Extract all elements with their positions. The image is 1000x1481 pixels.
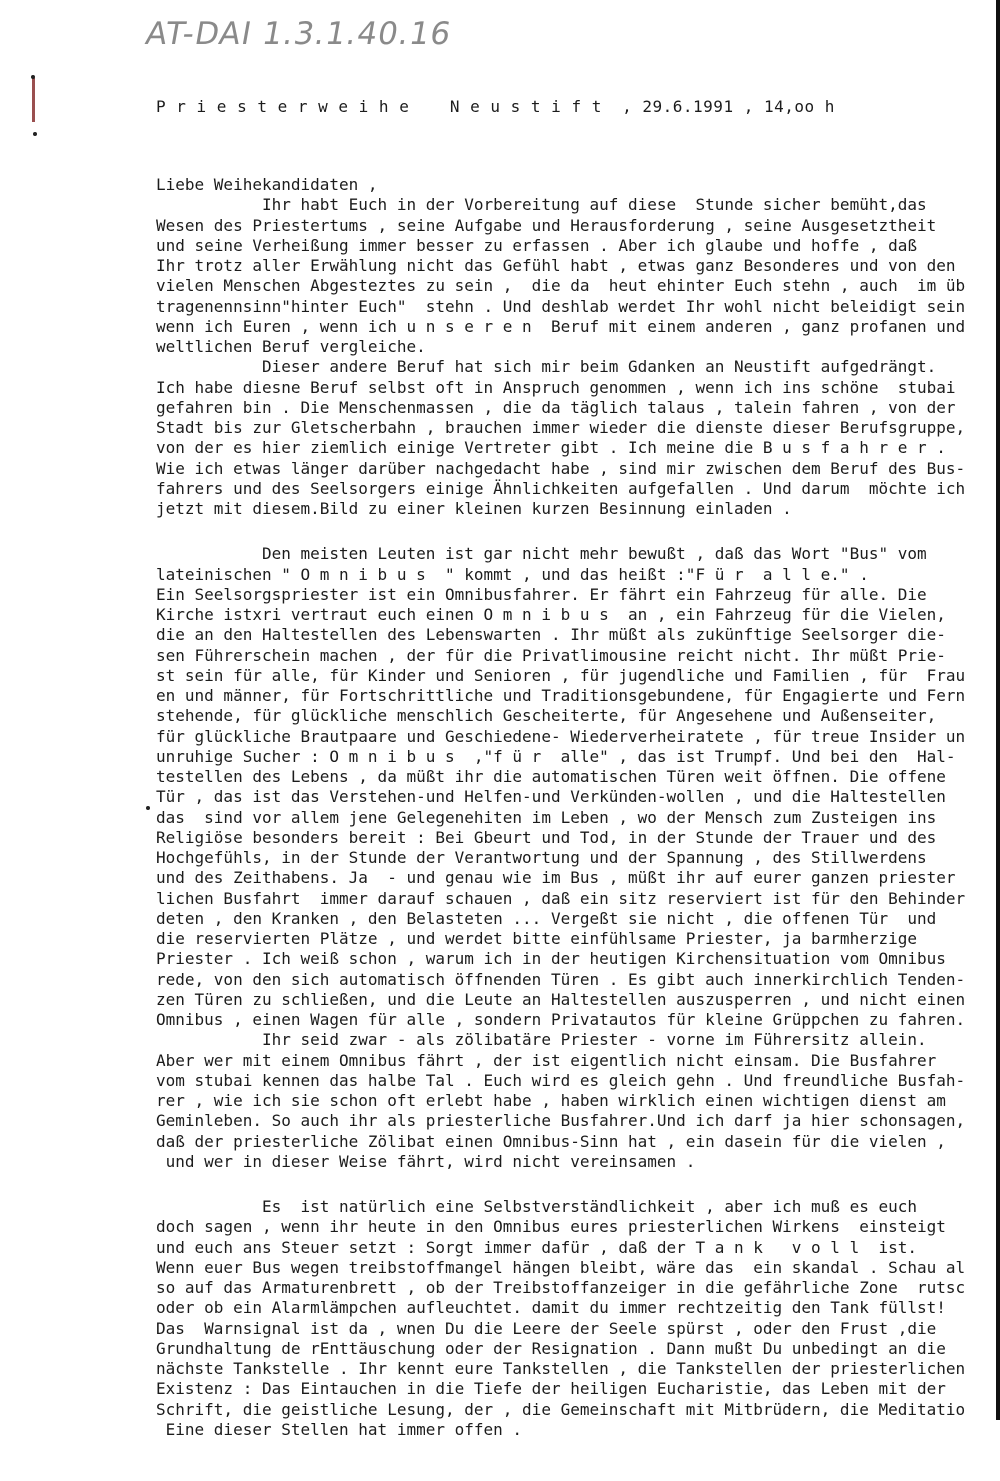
text-line: jetzt mit diesem.Bild zu einer kleinen kurzen Besinnung einladen . bbox=[156, 499, 792, 518]
text-line: Aber wer mit einem Omnibus fährt , der ist eigentlich nicht einsam. Die Busfahrer bbox=[156, 1050, 937, 1070]
text-line: weltlichen Beruf vergleiche. bbox=[156, 337, 426, 356]
text-line: oder ob ein Alarmlämpchen aufleuchtet. damit du immer rechtzeitig den Tank füllst! bbox=[156, 1298, 946, 1318]
text-line: testellen des Lebens , da müßt ihr die automatischen Türen weit öffnen. Die offene bbox=[156, 767, 946, 786]
text-line: Religiöse besonders bereit : Bei Gbeurt und Tod, in der Stunde der Trauer und des bbox=[156, 827, 937, 847]
text-line: Hochgefühls, in der Stunde der Verantwortung und der Spannung , des Stillwerdens bbox=[156, 848, 927, 867]
text-line: und euch ans Steuer setzt : Sorgt immer dafür , daß der T a n k v o l l ist. bbox=[156, 1237, 917, 1257]
text-line: rede, von den sich automatisch öffnenden Türen . Es gibt auch innerkirchlich Tenden- bbox=[156, 969, 966, 989]
text-line: das sind vor allem jene Gelegenehiten im Leben , wo der Mensch zum Zusteigen ins bbox=[156, 807, 937, 827]
text-line: Ich habe diesne Beruf selbst oft in Anspruch genommen , wenn ich ins schöne stubai bbox=[156, 377, 956, 397]
text-line: unruhige Sucher : O m n i b u s ,"f ü r alle" , das ist Trumpf. Und bei den Hal- bbox=[156, 746, 956, 766]
text-line: en und männer, für Fortschrittliche und Traditionsgebundene, für Engagierte und Fern bbox=[156, 686, 966, 705]
text-line: die an den Haltestellen des Lebenswarten . Ihr müßt als zukünftige Seelsorger die- bbox=[156, 625, 946, 645]
text-line: Wie ich etwas länger darüber nachgedacht habe , sind mir zwischen dem Beruf des Bus- bbox=[156, 458, 966, 478]
text-line: nächste Tankstelle . Ihr kennt eure Tankstellen , die Tankstellen der priesterlichen bbox=[156, 1359, 966, 1378]
text-line: tragenennsinn"hinter Euch" stehn . Und deshlab werdet Ihr wohl nicht beleidigt sein bbox=[156, 296, 966, 316]
text-line: Kirche istxri vertraut euch einen O m n i b u s an , ein Fahrzeug für die Vielen, bbox=[156, 605, 946, 624]
text-line: rer , wie ich sie schon oft erlebt habe , haben wirklich einen wichtigen dienst am bbox=[156, 1091, 946, 1110]
text-line: wenn ich Euren , wenn ich u n s e r e n Beruf mit einem anderen , ganz profanen und bbox=[156, 316, 966, 336]
paragraph-gap bbox=[156, 519, 1000, 544]
text-line: und seine Verheißung immer besser zu erfassen . Aber ich glaube und hoffe , daß bbox=[156, 235, 917, 255]
text-line: Grundhaltung de rEnttäuschung oder der Resignation . Dann mußt Du unbedingt an die bbox=[156, 1338, 946, 1358]
text-line: Eine dieser Stellen hat immer offen . bbox=[156, 1419, 523, 1439]
text-line: sen Führerschein machen , der für die Privatlimousine reicht nicht. Ihr müßt Prie- bbox=[156, 645, 946, 665]
text-line: und wer in dieser Weise fährt, wird nicht vereinsamen . bbox=[156, 1151, 696, 1171]
archive-reference: AT-DAI 1.3.1.40.16 bbox=[142, 16, 455, 52]
margin-dot bbox=[146, 806, 150, 810]
text-line: stehende, für glückliche menschlich Gescheiterte, für Angesehene und Außenseiter, bbox=[156, 706, 937, 726]
margin-dot bbox=[31, 75, 35, 79]
text-line: Ihr seid zwar - als zölibatäre Priester - vorne im Führersitz allein. bbox=[156, 1030, 927, 1050]
document-header: P r i e s t e r w e i h e N e u s t i f t , 29.6.1991 , 14,oo h bbox=[156, 96, 835, 116]
text-line: von der es hier ziemlich einige Vertreter gibt . Ich meine die B u s f a h r e r . bbox=[156, 438, 946, 458]
text-line: st sein für alle, für Kinder und Senioren , für jugendliche und Familien , für Frau bbox=[156, 665, 966, 685]
text-line: Omnibus , einen Wagen für alle , sondern Privatautos für kleine Grüppchen zu fahren. bbox=[156, 1010, 966, 1029]
text-line: fahrers und des Seelsorgers einige Ähnlichkeiten aufgefallen . Und darum möchte ich bbox=[156, 478, 966, 498]
text-line: die reservierten Plätze , und werdet bitte einfühlsame Priester, ja barmherzige bbox=[156, 929, 917, 948]
text-line: so auf das Armaturenbrett , ob der Treibstoffanzeiger in die gefährliche Zone rutsc bbox=[156, 1278, 966, 1297]
text-line: Wesen des Priestertums , seine Aufgabe und Herausforderung , seine Ausgesetztheit bbox=[156, 215, 937, 235]
text-line: deten , den Kranken , den Belasteten ... Vergeßt sie nicht , die offenen Tür und bbox=[156, 908, 937, 928]
text-line: gefahren bin . Die Menschenmassen , die da täglich talaus , talein fahren , von der bbox=[156, 397, 956, 417]
text-line: und des Zeithabens. Ja - und genau wie im Bus , müßt ihr auf eurer ganzen priester bbox=[156, 868, 956, 888]
text-line: Das Warnsignal ist da , wnen Du die Leere der Seele spürst , oder den Frust ,die bbox=[156, 1318, 937, 1338]
text-line: Den meisten Leuten ist gar nicht mehr bewußt , daß das Wort "Bus" vom bbox=[156, 544, 927, 564]
text-line: Tür , das ist das Verstehen-und Helfen-und Verkünden-wollen , und die Haltestellen bbox=[156, 787, 946, 807]
text-line: lateinischen " O m n i b u s " kommt , und das heißt :"F ü r a l l e." . bbox=[156, 564, 869, 584]
text-line: Priester . Ich weiß schon , warum ich in der heutigen Kirchensituation vom Omnibus bbox=[156, 949, 946, 969]
text-line: zen Türen zu schließen, und die Leute an Haltestellen auszusperren , und nicht einen bbox=[156, 989, 966, 1009]
text-line: vom stubai kennen das halbe Tal . Euch wird es gleich gehn . Und freundliche Busfah- bbox=[156, 1070, 966, 1090]
letter-body bbox=[156, 56, 1000, 1481]
text-line: vielen Menschen Abgesteztes zu sein , die da heut ehinter Euch stehn , auch im üb bbox=[156, 276, 966, 296]
text-line: Stadt bis zur Gletscherbahn , brauchen immer wieder die dienste dieser Berufsgruppe, bbox=[156, 418, 966, 437]
text-line: Schrift, die geistliche Lesung, der , die Gemeinschaft mit Mitbrüdern, die Meditatio bbox=[156, 1399, 966, 1419]
text-line: Existenz : Das Eintauchen in die Tiefe der heiligen Eucharistie, das Leben mit der bbox=[156, 1379, 946, 1399]
text-line: Ihr trotz aller Erwählung nicht das Gefühl habt , etwas ganz Besonderes und von den bbox=[156, 256, 956, 275]
text-line: daß der priesterliche Zölibat einen Omnibus-Sinn hat , ein dasein für die vielen , bbox=[156, 1131, 946, 1151]
text-line: Es ist natürlich eine Selbstverständlichkeit , aber ich muß es euch bbox=[156, 1197, 917, 1216]
text-line: Ein Seelsorgspriester ist ein Omnibusfahrer. Er fährt ein Fahrzeug für alle. Die bbox=[156, 584, 927, 604]
text-line: Geminleben. So auch ihr als priesterliche Busfahrer.Und ich darf ja hier schonsagen, bbox=[156, 1111, 966, 1131]
text-line: Ihr habt Euch in der Vorbereitung auf diese Stunde sicher bemüht,das bbox=[156, 195, 927, 215]
margin-mark bbox=[32, 78, 35, 122]
text-line: Wenn euer Bus wegen treibstoffmangel hängen bleibt, wäre das ein skandal . Schau al bbox=[156, 1257, 966, 1277]
text-line: für glückliche Brautpaare und Geschiedene- Wiederverheiratete , für treue Insider un bbox=[156, 726, 966, 746]
margin-dot bbox=[33, 132, 37, 136]
text-line: lichen Busfahrt immer darauf schauen , daß ein sitz reserviert ist für den Behinder bbox=[156, 888, 966, 908]
paragraph-gap bbox=[156, 1172, 1000, 1197]
body-text bbox=[156, 175, 1000, 1440]
text-line: doch sagen , wenn ihr heute in den Omnibus eures priesterlichen Wirkens einsteigt bbox=[156, 1217, 946, 1237]
text-line: Liebe Weihekandidaten , bbox=[156, 175, 378, 194]
text-line: Dieser andere Beruf hat sich mir beim Gdanken an Neustift aufgedrängt. bbox=[156, 357, 937, 377]
